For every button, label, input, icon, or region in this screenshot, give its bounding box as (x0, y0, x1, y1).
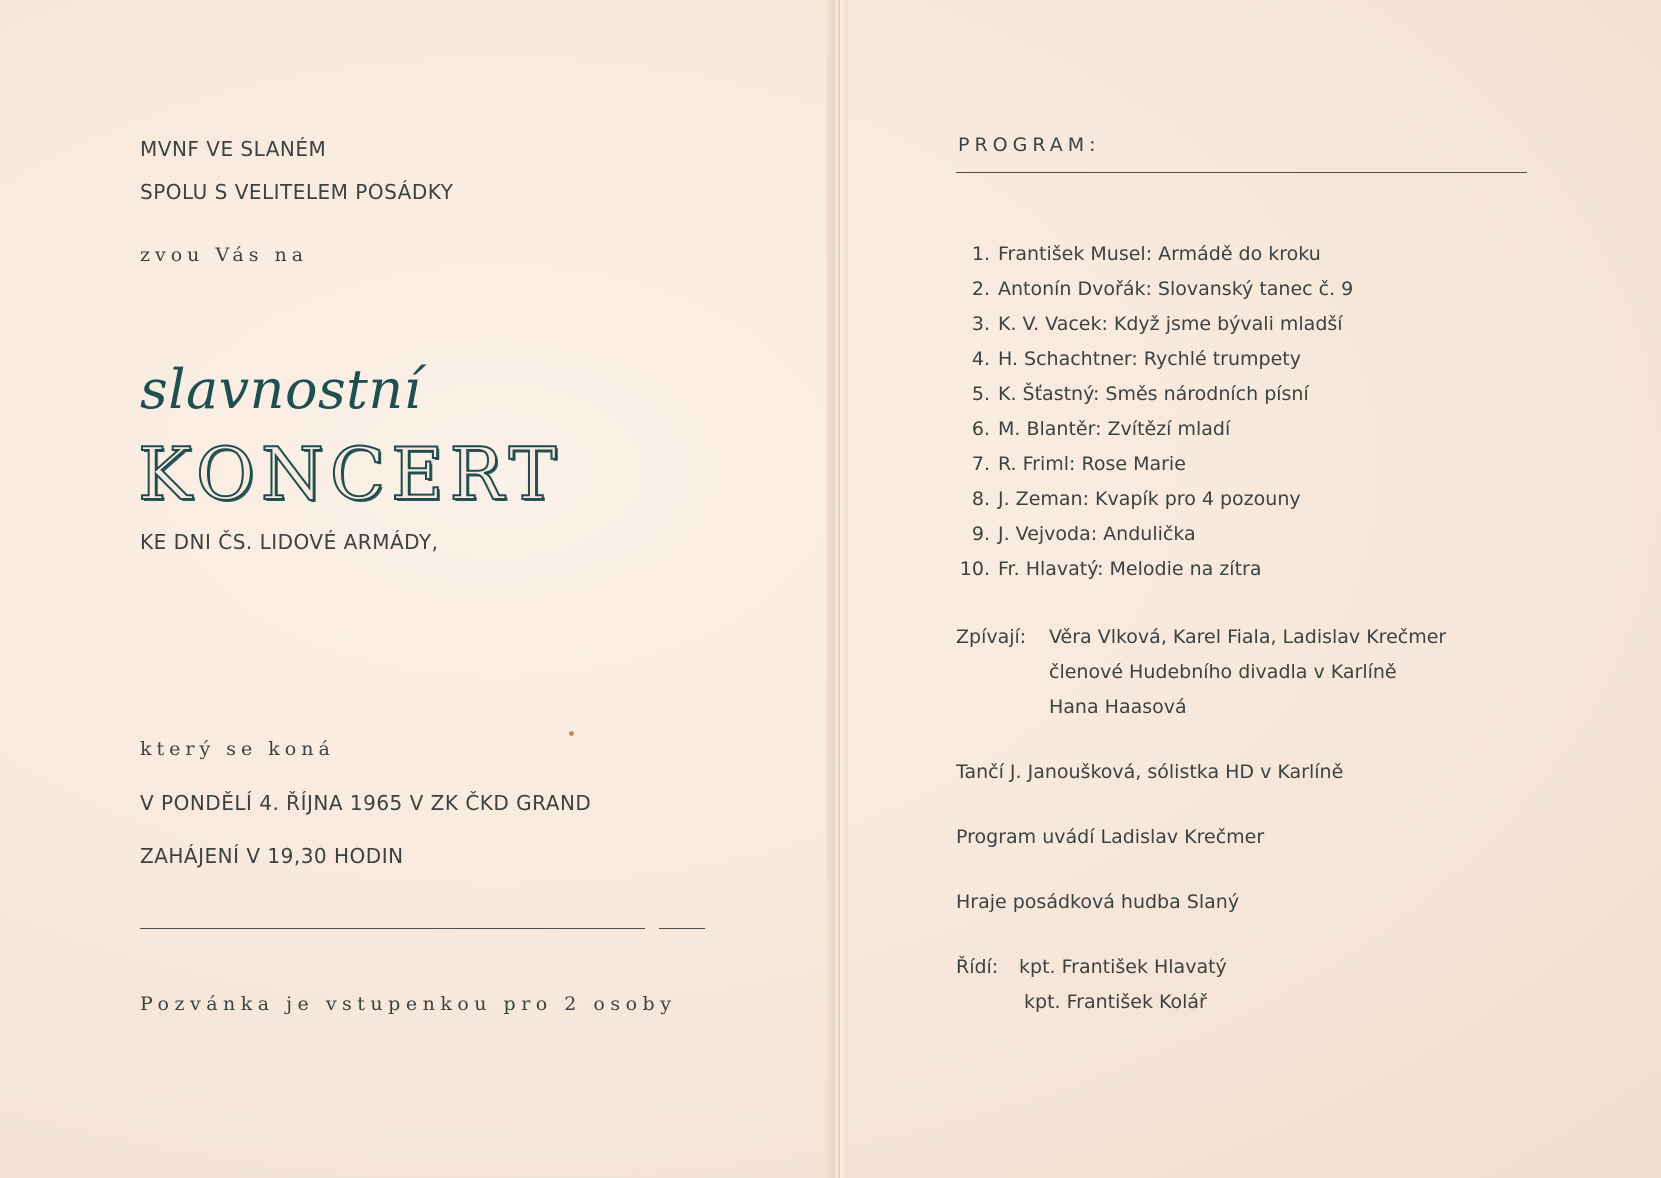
occasion-text: KE DNI ČS. LIDOVÉ ARMÁDY, (140, 530, 439, 554)
invitation-front-panel (0, 0, 826, 1178)
conductors-label: Řídí: (956, 956, 999, 978)
singers-line-2: členové Hudebního divadla v Karlíně (1049, 661, 1397, 683)
singers-line-1: Věra Vlková, Karel Fiala, Ladislav Krečmer (1049, 626, 1447, 648)
program-item: 2. Antonín Dvořák: Slovanský tanec č. 9 (971, 278, 1354, 300)
band-credit: Hraje posádková hudba Slaný (956, 891, 1240, 913)
conductor-2: kpt. František Kolář (1024, 991, 1207, 1013)
conductor-1: kpt. František Hlavatý (1019, 956, 1227, 978)
organizer-line-1: MVNF VE SLANÉM (140, 137, 327, 161)
host-credit: Program uvádí Ladislav Krečmer (956, 826, 1265, 848)
program-item: 1. František Musel: Armádě do kroku (971, 243, 1321, 265)
singers-line-3: Hana Haasová (1049, 696, 1187, 718)
program-item: 8. J. Zeman: Kvapík pro 4 pozouny (971, 488, 1301, 510)
ticket-note: Pozvánka je vstupenkou pro 2 osoby (140, 993, 677, 1015)
fold-crease (838, 0, 840, 1178)
date-venue: V PONDĚLÍ 4. ŘÍJNA 1965 V ZK ČKD GRAND (140, 791, 592, 815)
program-item: 10. Fr. Hlavatý: Melodie na zítra (959, 558, 1262, 580)
invitation-program-panel (848, 0, 1661, 1178)
program-heading: PROGRAM: (958, 134, 1101, 156)
which-held-text: který se koná (140, 738, 335, 760)
title-main: KONCERT (138, 432, 563, 516)
center-fold (826, 0, 848, 1178)
singers-label: Zpívají: (956, 626, 1027, 648)
start-time: ZAHÁJENÍ V 19,30 HODIN (140, 844, 404, 868)
program-item: 4. H. Schachtner: Rychlé trumpety (971, 348, 1301, 370)
dance-credit: Tančí J. Janoušková, sólistka HD v Karlíně (956, 761, 1344, 783)
program-item: 5. K. Šťastný: Směs národních písní (971, 383, 1309, 405)
ticket-rule-long (140, 928, 645, 929)
ticket-rule-short (659, 928, 705, 929)
invite-text: zvou Vás na (140, 244, 309, 266)
program-item: 9. J. Vejvoda: Andulička (971, 523, 1196, 545)
program-item: 7. R. Friml: Rose Marie (971, 453, 1186, 475)
program-item: 3. K. V. Vacek: Když jsme bývali mladší (971, 313, 1343, 335)
organizer-line-2: SPOLU S VELITELEM POSÁDKY (140, 180, 454, 204)
program-item: 6. M. Blantěr: Zvítězí mladí (971, 418, 1231, 440)
program-heading-rule (956, 172, 1527, 173)
title-script: slavnostní (140, 358, 422, 421)
